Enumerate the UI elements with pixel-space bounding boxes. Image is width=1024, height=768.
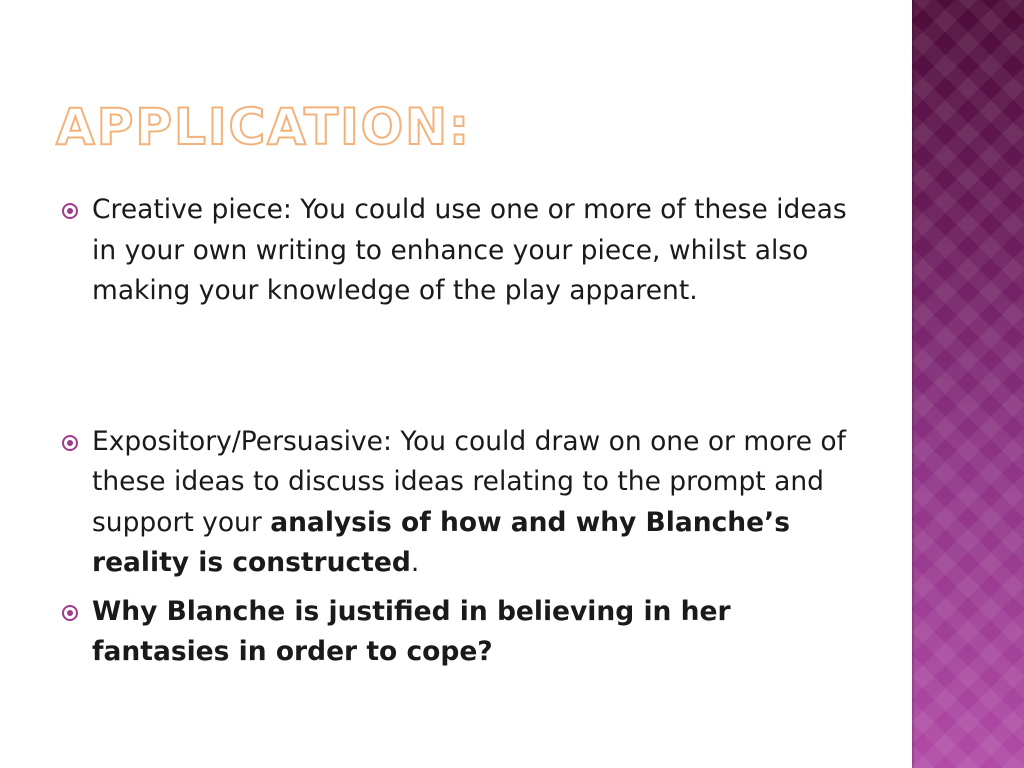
bullet-circle-icon — [62, 203, 78, 219]
slide-title: APPLICATION: — [56, 98, 472, 156]
decorative-side-band — [912, 0, 1024, 768]
bullet-item-creative — [62, 190, 852, 312]
bullet-item-expository — [62, 422, 852, 584]
bullet-text-bold: analysis of how and why Blanche’s reality is constructed — [92, 506, 790, 578]
bullet-text: Expository/Persuasive: You could draw on one or more of these ideas to discuss ideas relating to the prompt and support your — [92, 425, 846, 538]
bullet-text-end: . — [410, 547, 420, 578]
bullet-item-question — [62, 592, 852, 673]
bullet-text: Creative piece: You could use one or more of these ideas in your own writing to enhance your piece, whilst also making your knowledge of the play apparent. — [92, 194, 847, 306]
bullet-circle-icon — [62, 435, 78, 451]
bullet-text-bold: Why Blanche is justified in believing in her fantasies in order to cope? — [92, 595, 731, 667]
bullet-circle-icon — [62, 605, 78, 621]
bullet-list — [62, 190, 852, 673]
